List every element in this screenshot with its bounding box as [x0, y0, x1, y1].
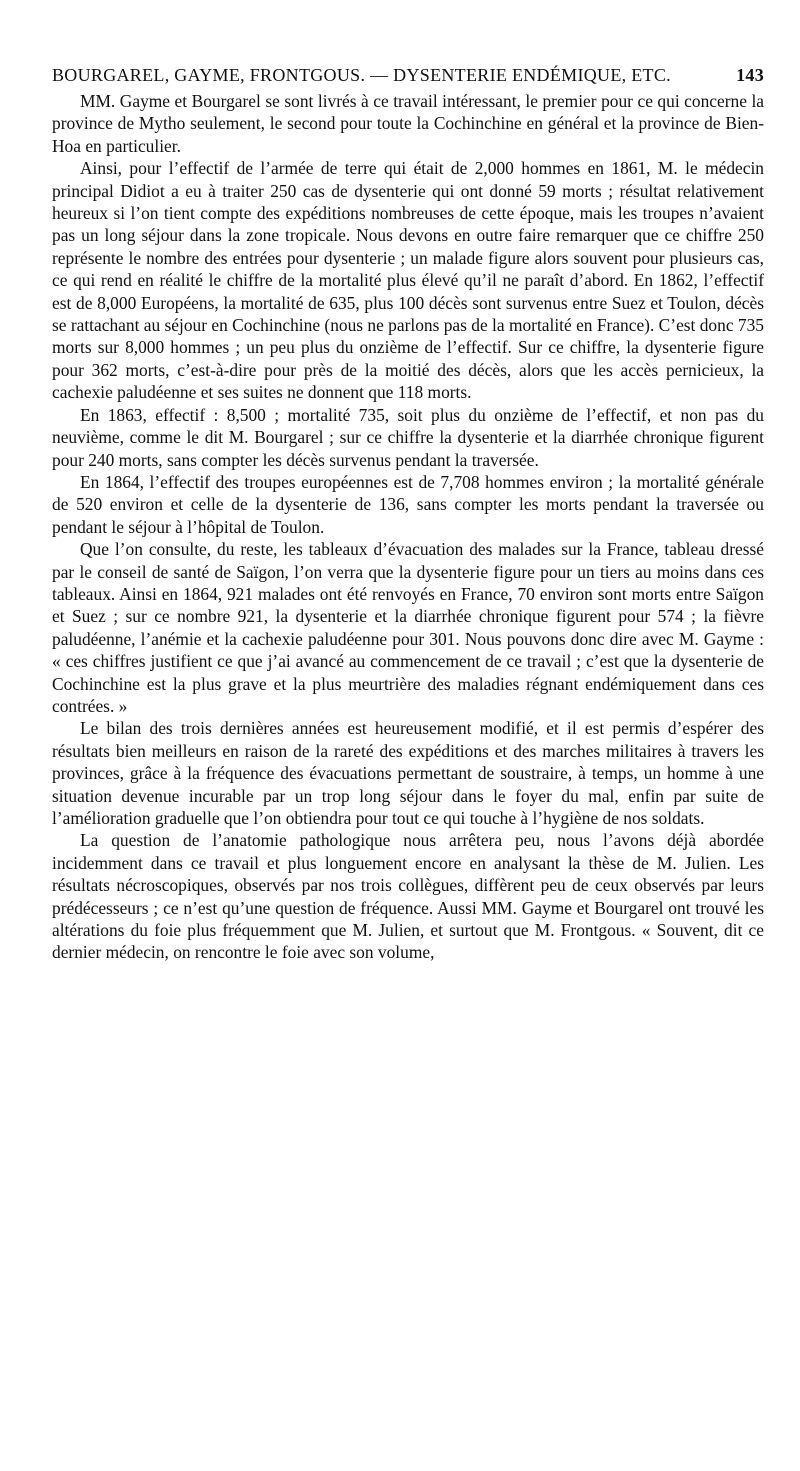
paragraph-2: Ainsi, pour l’effectif de l’armée de terre qui était de 2,000 hommes en 1861, M. le médecin principal Didiot a eu à traiter 250 cas de dysenterie qui ont donné 59 morts ; résultat relativement heureux si l’on tient compte des expéditions nombreuses de cette époque, mais les troupes n’avaient pas un long séjour dans la zone tropicale. Nous devons en outre faire remarquer que ce chiffre 250 représente le nombre des entrées pour dysenterie ; un malade figure alors souvent pour plusieurs cas, ce qui rend en réalité le chiffre de la mortalité plus élevé qu’il ne paraît d’abord. En 1862, l’effectif est de 8,000 Européens, la mortalité de 635, plus 100 décès sont survenus entre Suez et Toulon, décès se rattachant au séjour en Cochinchine (nous ne parlons pas de la mortalité en France). C’est donc 735 morts sur 8,000 hommes ; un peu plus du onzième de l’effectif. Sur ce chiffre, la dysenterie figure pour 362 morts, c’est-à-dire pour près de la moitié des décès, alors que les accès pernicieux, la cachexie paludéenne et ses suites ne donnent que 118 morts. [52, 158, 764, 403]
paragraph-6: Le bilan des trois dernières années est heureusement modifié, et il est permis d’espérer des résultats bien meilleurs en raison de la rareté des expéditions et des marches militaires à travers les provinces, grâce à la fréquence des évacuations permettant de soustraire, à temps, un homme à une situation devenue incurable par un trop long séjour dans le foyer du mal, enfin par suite de l’amélioration graduelle que l’on obtiendra pour tout ce qui touche à l’hygiène de nos soldats. [52, 718, 764, 828]
paragraph-7: La question de l’anatomie pathologique nous arrêtera peu, nous l’avons déjà abordée incidemment dans ce travail et plus longuement encore en analysant la thèse de M. Julien. Les résultats nécroscopiques, observés par nos trois collègues, diffèrent peu de ceux observés par leurs prédécesseurs ; ce n’est qu’une question de fréquence. Aussi MM. Gayme et Bourgarel ont trouvé les altérations du foie plus fréquemment que M. Julien, et surtout que M. Frontgous. « Souvent, dit ce dernier médecin, on rencontre le foie avec son volume, [52, 830, 764, 963]
paragraph-5: Que l’on consulte, du reste, les tableaux d’évacuation des malades sur la France, tableau dressé par le conseil de santé de Saïgon, l’on verra que la dysenterie figure pour un tiers au moins dans ces tableaux. Ainsi en 1864, 921 malades ont été renvoyés en France, 70 environ sont morts entre Saïgon et Suez ; sur ce nombre 921, la dysenterie et la diarrhée chronique figurent pour 574 ; la fièvre paludéenne, l’anémie et la cachexie paludéenne pour 301. Nous pouvons donc dire avec M. Gayme : « ces chiffres justifient ce que j’ai avancé au commencement de ce travail ; c’est que la dysenterie de Cochinchine est la plus grave et la plus meurtrière des maladies régnant endémiquement dans ces contrées. » [52, 539, 764, 716]
running-head [52, 62, 764, 88]
paragraph-3: En 1863, effectif : 8,500 ; mortalité 735, soit plus du onzième de l’effectif, et non pas du neuvième, comme le dit M. Bourgarel ; sur ce chiffre la dysenterie et la diarrhée chronique figurent pour 240 morts, sans compter les décès survenus pendant la traversée. [52, 404, 764, 470]
page-number: 143 [736, 65, 764, 85]
running-head-title: BOURGAREL, GAYME, FRONTGOUS. — DYSENTERIE ENDÉMIQUE, ETC. [52, 65, 671, 85]
paragraph-1: MM. Gayme et Bourgarel se sont livrés à ce travail intéressant, le premier pour ce qui concerne la province de Mytho seulement, le second pour toute la Cochinchine en général et la province de Bien-Hoa en particulier. [52, 91, 764, 156]
book-page [52, 62, 764, 964]
body-text [52, 90, 764, 964]
paragraph-4: En 1864, l’effectif des troupes européennes est de 7,708 hommes environ ; la mortalité générale de 520 environ et celle de la dysenterie de 136, sans compter les morts pendant la traversée ou pendant le séjour à l’hôpital de Toulon. [52, 471, 764, 537]
